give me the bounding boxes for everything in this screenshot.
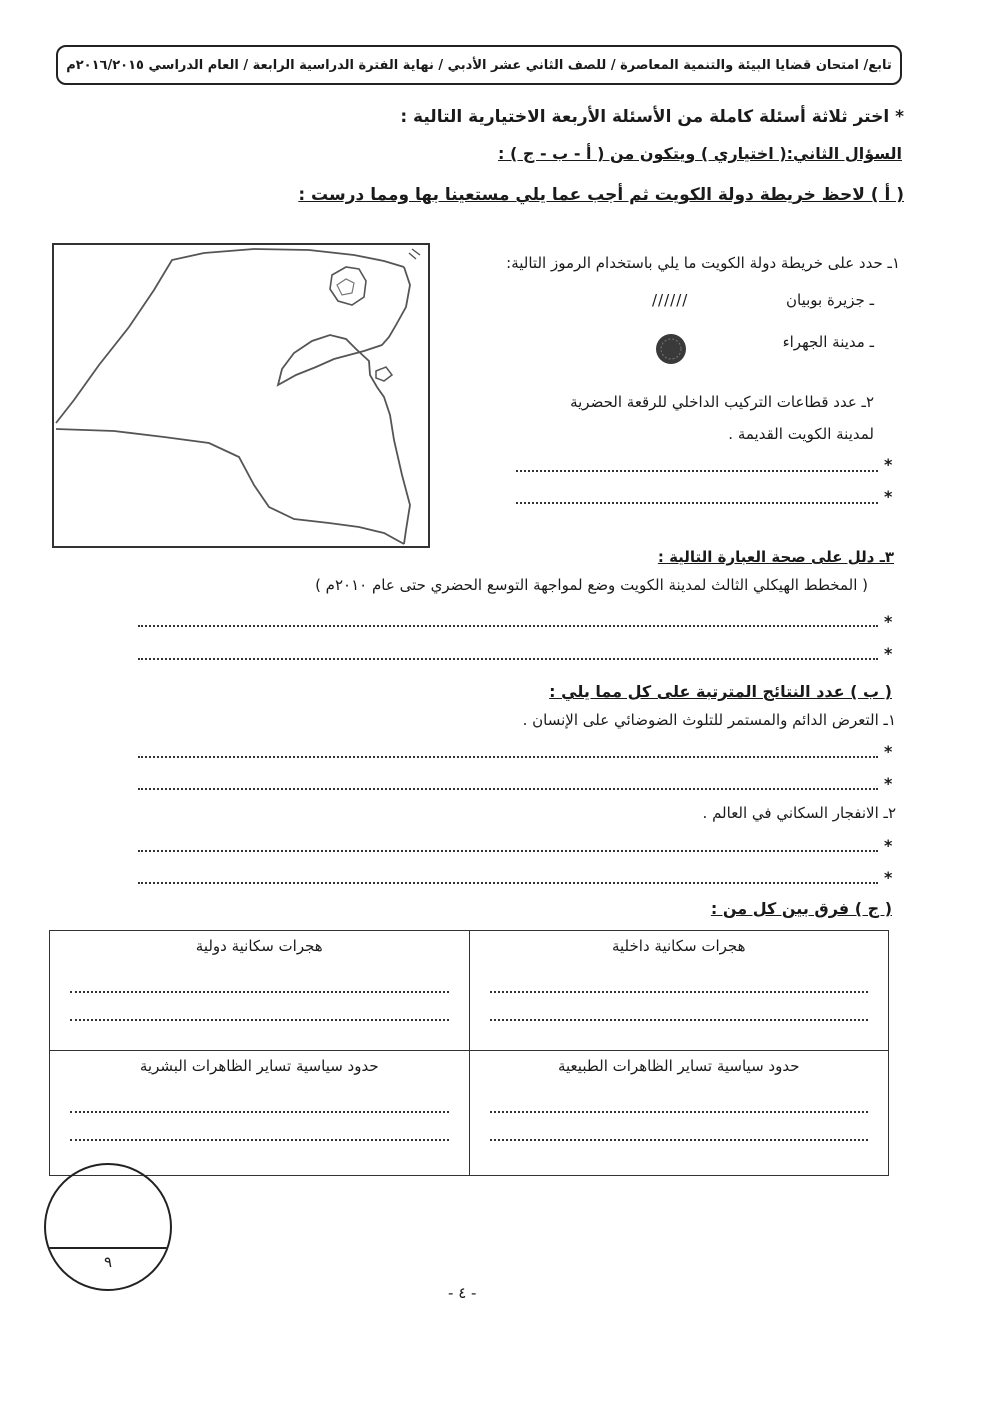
answer-line[interactable]: [490, 1121, 869, 1141]
part-b-q1-text: ١ـ التعرض الدائم والمستمر للتلوث الضوضائي على الإنسان .: [522, 711, 896, 729]
part-a-q1-text: ١ـ حدد على خريطة دولة الكويت ما يلي باستخدام الرموز التالية:: [506, 254, 900, 272]
table-header: حدود سياسية تساير الظاهرات البشرية: [139, 1057, 379, 1075]
part-a-q3-title: ٣ـ دلل على صحة العبارة التالية :: [657, 548, 894, 566]
part-a-q3-statement: ( المخطط الهيكلي الثالث لمدينة الكويت وضع لمواجهة التوسع الحضري حتى عام ٢٠١٠م ): [315, 576, 868, 594]
part-a-title: ( أ ) لاحظ خريطة دولة الكويت ثم أجب عما يلي مستعينا بها ومما درست :: [298, 185, 904, 205]
answer-line[interactable]: [516, 470, 878, 472]
exam-header-title: تابع/ امتحان قضايا البيئة والتنمية المعاصرة / للصف الثاني عشر الأدبي / نهاية الفترة الدراسية الرابعة / العام الدراسي ٢٠١٦/٢٠١٥م: [66, 57, 892, 73]
answer-line[interactable]: [138, 850, 878, 852]
answer-star: *: [884, 487, 893, 506]
answer-line[interactable]: [70, 973, 449, 993]
answer-star: *: [884, 742, 893, 761]
answer-line[interactable]: [70, 1121, 449, 1141]
page-number: - ٤ -: [448, 1284, 477, 1302]
part-a-q2-line1: ٢ـ عدد قطاعات التركيب الداخلي للرقعة الحضرية: [570, 393, 874, 411]
jahra-city-label: ـ مدينة الجهراء: [782, 333, 874, 351]
part-a-q2-line2: لمدينة الكويت القديمة .: [728, 425, 874, 443]
question2-title: السؤال الثاني:( اختياري ) ويتكون من ( أ - ب - ج ) :: [498, 144, 902, 163]
exam-header: [56, 45, 902, 85]
score-number: ٩: [103, 1253, 113, 1271]
answer-line[interactable]: [490, 973, 869, 993]
answer-line[interactable]: [70, 1001, 449, 1021]
answer-star: *: [884, 836, 893, 855]
answer-line[interactable]: [138, 882, 878, 884]
kuwait-map-outline: [54, 245, 428, 546]
table-cell: [50, 931, 470, 1051]
part-b-q2-text: ٢ـ الانفجار السكاني في العالم .: [702, 804, 896, 822]
part-c-title: ( ج ) فرق بين كل من :: [710, 899, 892, 918]
answer-line[interactable]: [490, 1001, 869, 1021]
table-header: هجرات سكانية دولية: [195, 937, 323, 955]
table-header: حدود سياسية تساير الظاهرات الطبيعية: [557, 1057, 800, 1075]
part-b-title: ( ب ) عدد النتائج المترتبة على كل مما يلي :: [549, 682, 892, 701]
jahra-dot-icon: [654, 332, 688, 366]
bubiyan-island-label: ـ جزيرة بوبيان: [785, 291, 874, 309]
answer-line[interactable]: [138, 625, 878, 627]
table-header: هجرات سكانية داخلية: [611, 937, 746, 955]
table-cell: [50, 1051, 470, 1176]
score-circle: [44, 1163, 172, 1291]
table-cell: [469, 931, 889, 1051]
answer-line[interactable]: [138, 658, 878, 660]
answer-star: *: [884, 774, 893, 793]
answer-line[interactable]: [70, 1093, 449, 1113]
comparison-table: [49, 930, 889, 1176]
table-cell: [469, 1051, 889, 1176]
answer-star: *: [884, 644, 893, 663]
answer-line[interactable]: [490, 1093, 869, 1113]
answer-line[interactable]: [516, 502, 878, 504]
kuwait-map: [52, 243, 430, 548]
answer-star: *: [884, 868, 893, 887]
score-divider: [46, 1247, 170, 1249]
answer-star: *: [884, 455, 893, 474]
answer-line[interactable]: [138, 788, 878, 790]
answer-line[interactable]: [138, 756, 878, 758]
instruction-text: * اختر ثلاثة أسئلة كاملة من الأسئلة الأربعة الاختيارية التالية :: [400, 107, 904, 127]
answer-star: *: [884, 612, 893, 631]
bubiyan-hatch-symbol: //////: [652, 291, 689, 309]
